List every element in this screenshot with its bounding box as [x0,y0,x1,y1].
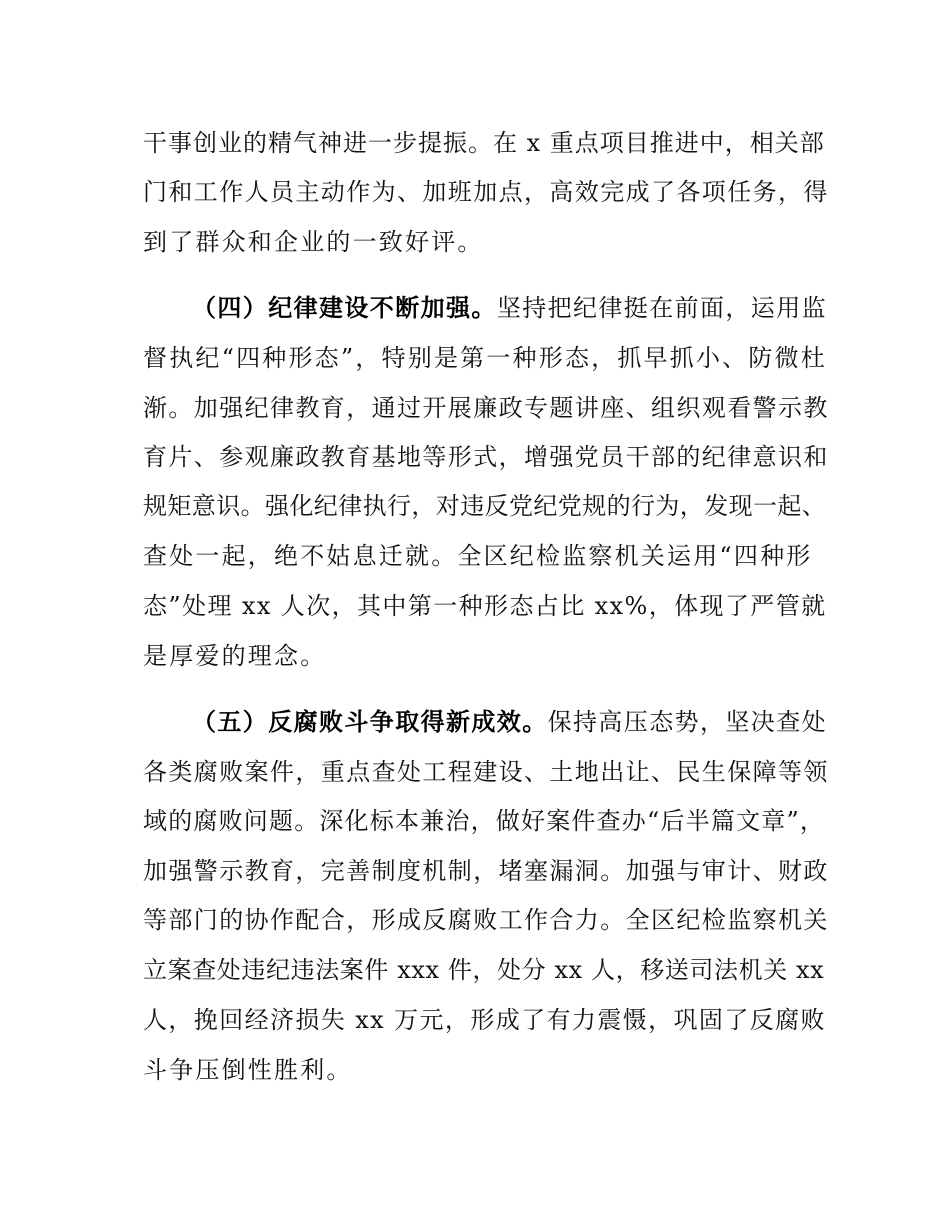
section-heading-4: （四）纪律建设不断加强。 [192,294,497,322]
paragraph-1-line-1: 干事创业的精气神进一步提振。在 x 重点项目推进中，相关部 [143,129,825,157]
paragraph-3-line-6: 立案查处违纪违法案件 xxx 件，处分 xx 人，移送司法机关 xx [143,956,825,984]
paragraph-2-line-1 [192,292,827,324]
paragraph-2-line-6: 查处一起，绝不姑息迁就。全区纪检监察机关运用“四种形 [143,542,813,570]
paragraph-2-line-1-text: 坚持把纪律挺在前面，运用监 [496,294,828,322]
paragraph-2-line-7: 态”处理 xx 人次，其中第一种形态占比 xx%，体现了严管就 [143,592,827,620]
paragraph-3-line-4: 加强警示教育，完善制度机制，堵塞漏洞。加强与审计、财政 [143,857,829,885]
paragraph-3-line-8: 斗争压倒性胜利。 [143,1056,353,1084]
paragraph-3-line-3: 域的腐败问题。深化标本兼治，做好案件查办“后半篇文章”， [143,807,826,835]
paragraph-3-line-5: 等部门的协作配合，形成反腐败工作合力。全区纪检监察机关 [143,906,829,934]
paragraph-3-line-1-text: 保持高压态势，坚决查处 [547,708,828,736]
paragraph-1-line-2: 门和工作人员主动作为、加班加点，高效完成了各项任务，得 [143,178,829,206]
paragraph-3-line-1 [192,706,827,738]
paragraph-2-line-5: 规矩意识。强化纪律执行，对违反党纪党规的行为，发现一起、 [143,492,827,520]
paragraph-3-line-7: 人，挽回经济损失 xx 万元，形成了有力震慑，巩固了反腐败 [143,1006,826,1034]
paragraph-1-line-3: 到了群众和企业的一致好评。 [143,228,484,256]
paragraph-2-line-3: 渐。加强纪律教育，通过开展廉政专题讲座、组织观看警示教 [143,394,829,422]
paragraph-2-line-8: 是厚爱的理念。 [143,642,327,670]
paragraph-2-line-4: 育片、参观廉政教育基地等形式，增强党员干部的纪律意识和 [143,443,829,471]
paragraph-2-line-2: 督执纪“四种形态”，特别是第一种形态，抓早抓小、防微杜 [143,344,827,372]
section-heading-5: （五）反腐败斗争取得新成效。 [192,708,548,736]
paragraph-3-line-2: 各类腐败案件，重点查处工程建设、土地出让、民生保障等领 [143,758,829,786]
